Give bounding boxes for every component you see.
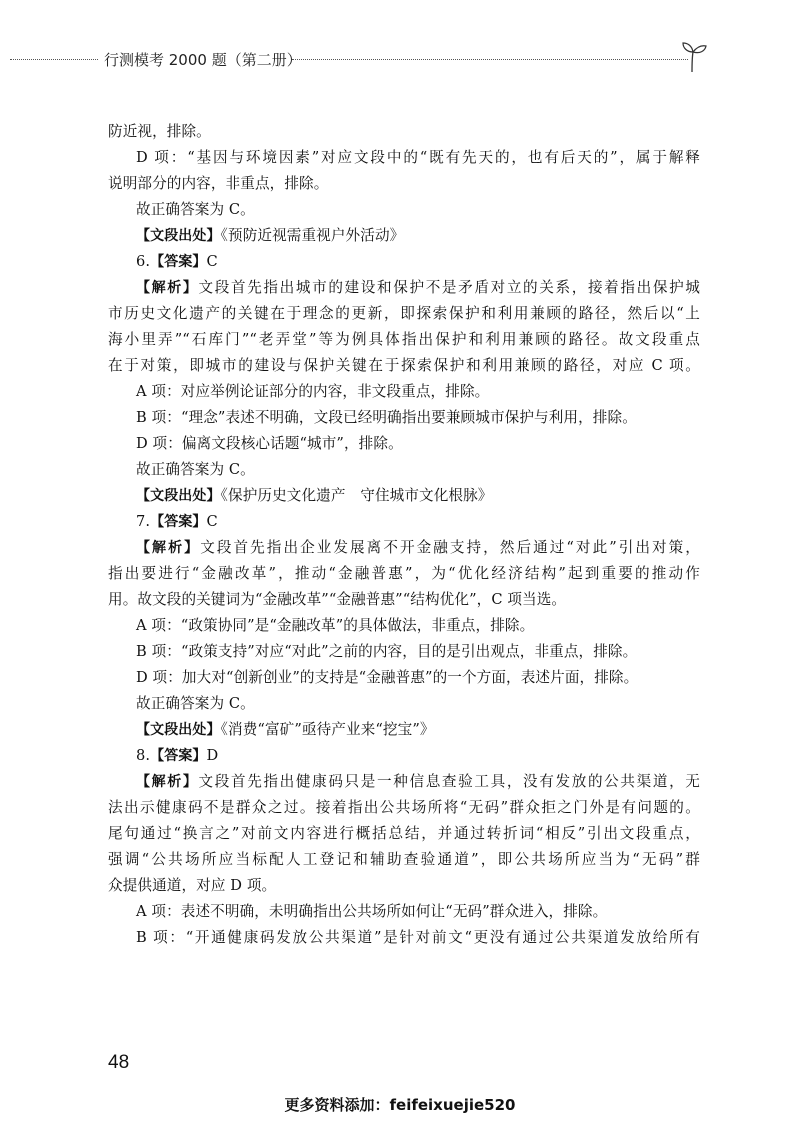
answer-letter: C (206, 253, 218, 270)
option-line: B 项：“政策支持”对应“对此”之前的内容，目的是引出观点，非重点，排除。 (136, 643, 638, 660)
text-line: 在于对策，即城市的建设与保护关键在于探索保护和利用兼顾的路径，对应 C 项。 (108, 357, 700, 374)
footer-note: 更多资料添加：feifeixuejie520 (284, 1096, 516, 1114)
answer-explanations (108, 119, 700, 951)
option-line: A 项：“政策协同”是“金融改革”的具体做法，非重点，排除。 (136, 617, 535, 634)
source-title: 《消费“富矿”亟待产业来“挖宝”》 (220, 721, 435, 738)
page-number: 48 (108, 1052, 130, 1073)
conclusion-line: 故正确答案为 C。 (136, 201, 255, 218)
answer-line (108, 743, 700, 769)
source-tag: 【文段出处】 (136, 722, 221, 738)
sprout-icon (678, 40, 708, 74)
source-title: 《预防近视需重视户外活动》 (220, 227, 405, 244)
analysis-text: 文段首先指出健康码只是一种信息查验工具，没有发放的公共渠道，无 (198, 773, 700, 790)
answer-tag: 【答案】 (150, 254, 207, 270)
source-title: 《保护历史文化遗产 守住城市文化根脉》 (220, 487, 493, 504)
question-number: 6. (136, 253, 151, 270)
text-line: 尾句通过“换言之”对前文内容进行概括总结，并通过转折词“相反”引出文段重点， (108, 825, 700, 842)
text-line: 说明部分的内容，非重点，排除。 (108, 175, 329, 192)
question-number: 8. (136, 747, 151, 764)
text-line: 海小里弄”“石库门”“老弄堂”等为例具体指出保护和利用兼顾的路径。故文段重点 (108, 331, 700, 348)
running-header-title: 行测模考 2000 题（第二册） (104, 51, 302, 69)
answer-letter: D (206, 747, 219, 764)
text-line: 市历史文化遗产的关键在于理念的更新，即探索保护和利用兼顾的路径，然后以“上 (108, 305, 700, 322)
analysis-line (108, 275, 700, 301)
option-line: A 项：对应举例论证部分的内容，非文段重点，排除。 (136, 383, 490, 400)
text-line: 法出示健康码不是群众之过。接着指出公共场所将“无码”群众拒之门外是有问题的。 (108, 799, 700, 816)
text-line: 强调“公共场所应当标配人工登记和辅助查验通道”，即公共场所应当为“无码”群 (108, 851, 700, 868)
text-line: 防近视，排除。 (108, 123, 211, 140)
answer-tag: 【答案】 (150, 514, 207, 530)
source-line (108, 223, 700, 249)
option-line: B 项：“理念”表述不明确，文段已经明确指出要兼顾城市保护与利用，排除。 (136, 409, 637, 426)
option-line: D 项：加大对“创新创业”的支持是“金融普惠”的一个方面，表述片面，排除。 (136, 669, 639, 686)
text-line: 用。故文段的关键词为“金融改革”“金融普惠”“结构优化”，C 项当选。 (108, 591, 567, 608)
option-line: A 项：表述不明确，未明确指出公共场所如何让“无码”群众进入，排除。 (136, 903, 608, 920)
text-line: 众提供通道，对应 D 项。 (108, 877, 277, 894)
analysis-text: 文段首先指出企业发展离不开金融支持，然后通过“对此”引出对策， (200, 539, 700, 556)
answer-line (108, 249, 700, 275)
source-tag: 【文段出处】 (136, 228, 221, 244)
analysis-tag: 【解析】 (136, 280, 199, 296)
source-line (108, 483, 700, 509)
option-line: D 项：偏离文段核心话题“城市”，排除。 (136, 435, 403, 452)
question-number: 7. (136, 513, 151, 530)
text-line: 指出要进行“金融改革”，推动“金融普惠”，为“优化经济结构”起到重要的推动作 (108, 565, 700, 582)
analysis-line (108, 535, 700, 561)
analysis-tag: 【解析】 (136, 540, 201, 556)
header-rule-right (292, 59, 688, 60)
answer-line (108, 509, 700, 535)
header-rule-left (10, 59, 98, 60)
running-header (0, 40, 800, 80)
conclusion-line: 故正确答案为 C。 (136, 695, 255, 712)
analysis-text: 文段首先指出城市的建设和保护不是矛盾对立的关系，接着指出保护城 (198, 279, 700, 296)
answer-tag: 【答案】 (150, 748, 207, 764)
analysis-line (108, 769, 700, 795)
conclusion-line: 故正确答案为 C。 (136, 461, 255, 478)
answer-letter: C (206, 513, 218, 530)
analysis-tag: 【解析】 (136, 774, 199, 790)
source-line (108, 717, 700, 743)
source-tag: 【文段出处】 (136, 488, 221, 504)
text-line: D 项：“基因与环境因素”对应文段中的“既有先天的，也有后天的”，属于解释 (136, 149, 700, 166)
option-line: B 项：“开通健康码发放公共渠道”是针对前文“更没有通过公共渠道发放给所有 (136, 929, 700, 946)
